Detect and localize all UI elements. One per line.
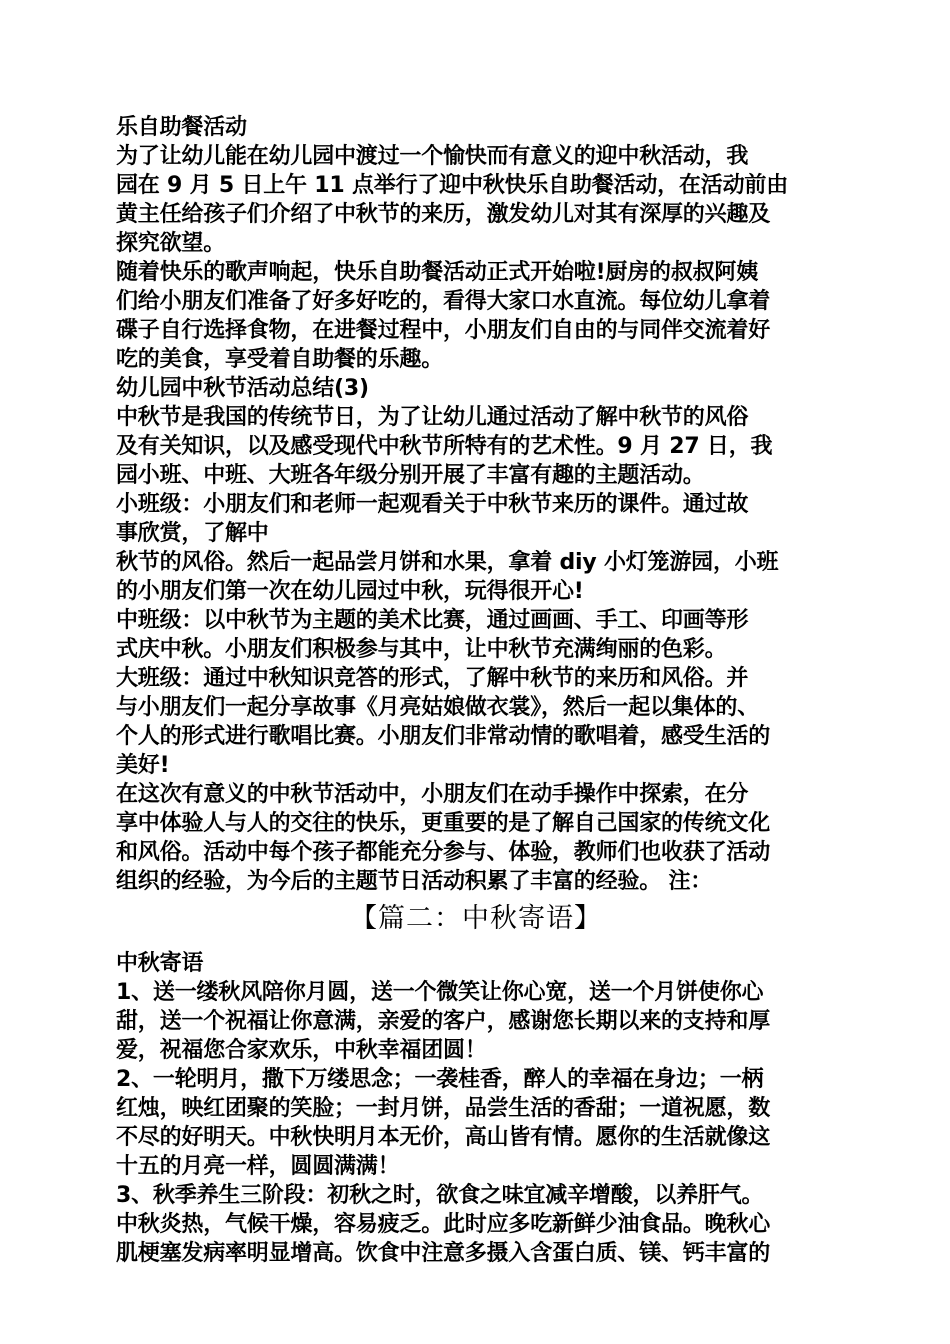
text-line: 享中体验人与人的交往的快乐，更重要的是了解自己国家的传统文化 [116, 811, 771, 836]
text-line: 为了让幼儿能在幼儿园中渡过一个愉快而有意义的迎中秋活动，我 [116, 144, 749, 169]
text-line: 和风俗。活动中每个孩子都能充分参与、体验，教师们也收获了活动 [116, 840, 771, 865]
text-line: 1、送一缕秋风陪你月圆，送一个微笑让你心宽，送一个月饼使你心 [116, 980, 764, 1005]
text-line: 3、秋季养生三阶段：初秋之时，欲食之味宜减辛增酸，以养肝气。 [116, 1183, 764, 1208]
text-line: 美好! [116, 753, 170, 778]
section-activity-summary [116, 113, 836, 896]
spacer [116, 939, 836, 949]
text-line: 中秋炎热，气候干燥，容易疲乏。此时应多吃新鲜少油食品。晚秋心 [116, 1212, 771, 1237]
text-line: 的小朋友们第一次在幼儿园过中秋，玩得很开心! [116, 579, 584, 604]
text-line: 中班级：以中秋节为主题的美术比赛，通过画画、手工、印画等形 [116, 608, 749, 633]
text-line: 中秋节是我国的传统节日，为了让幼儿通过活动了解中秋节的风俗 [116, 405, 749, 430]
section-mid-autumn-greetings [116, 949, 836, 1268]
text-line: 与小朋友们一起分享故事《月亮姑娘做衣裳》，然后一起以集体的、 [116, 695, 760, 720]
text-line: 十五的月亮一样，圆圆满满！ [116, 1154, 400, 1179]
text-line: 黄主任给孩子们介绍了中秋节的来历，激发幼儿对其有深厚的兴趣及 [116, 202, 771, 227]
text-line: 甜，送一个祝福让你意满，亲爱的客户，感谢您长期以来的支持和厚 [116, 1009, 771, 1034]
text-line: 肌梗塞发病率明显增高。饮食中注意多摄入含蛋白质、镁、钙丰富的 [116, 1241, 771, 1266]
text-line: 不尽的好明天。中秋快明月本无价，高山皆有情。愿你的生活就像这 [116, 1125, 771, 1150]
text-line: 们给小朋友们准备了好多好吃的，看得大家口水直流。每位幼儿拿着 [116, 289, 771, 314]
text-line: 组织的经验，为今后的主题节日活动积累了丰富的经验。 注： [116, 869, 713, 894]
text-line: 幼儿园中秋节活动总结(3) [116, 376, 369, 401]
text-line: 秋节的风俗。然后一起品尝月饼和水果，拿着 diy 小灯笼游园，小班 [116, 550, 779, 575]
text-line: 大班级：通过中秋知识竞答的形式，了解中秋节的来历和风俗。并 [116, 666, 749, 691]
text-line: 事欣赏，了解中 [116, 521, 269, 546]
text-line: 碟子自行选择食物，在进餐过程中，小朋友们自由的与同伴交流着好 [116, 318, 771, 343]
text-line: 式庆中秋。小朋友们积极参与其中，让中秋节充满绚丽的色彩。 [116, 637, 727, 662]
text-line: 随着快乐的歌声响起，快乐自助餐活动正式开始啦!厨房的叔叔阿姨 [116, 260, 759, 285]
text-line: 乐自助餐活动 [116, 115, 247, 140]
text-line: 在这次有意义的中秋节活动中，小朋友们在动手操作中探索，在分 [116, 782, 749, 807]
text-line: 探究欲望。 [116, 231, 226, 256]
text-line: 红烛，映红团聚的笑脸；一封月饼，品尝生活的香甜；一道祝愿，数 [116, 1096, 771, 1121]
text-line: 园小班、中班、大班各年级分别开展了丰富有趣的主题活动。 [116, 463, 705, 488]
text-line: 及有关知识，以及感受现代中秋节所特有的艺术性。9 月 27 日，我 [116, 434, 773, 459]
section-heading: 【篇二：中秋寄语】 [350, 903, 602, 934]
text-line: 中秋寄语 [116, 951, 204, 976]
text-line: 园在 9 月 5 日上午 11 点举行了迎中秋快乐自助餐活动，在活动前由 [116, 173, 788, 198]
text-line: 吃的美食，享受着自助餐的乐趣。 [116, 347, 444, 372]
text-line: 2、一轮明月，撒下万缕思念；一袭桂香，醉人的幸福在身边；一柄 [116, 1067, 764, 1092]
text-line: 小班级：小朋友们和老师一起观看关于中秋节来历的课件。通过故 [116, 492, 749, 517]
text-line: 个人的形式进行歌唱比赛。小朋友们非常动情的歌唱着，感受生活的 [116, 724, 771, 749]
document-page [116, 113, 836, 1268]
text-line: 爱，祝福您合家欢乐，中秋幸福团圆！ [116, 1038, 487, 1063]
